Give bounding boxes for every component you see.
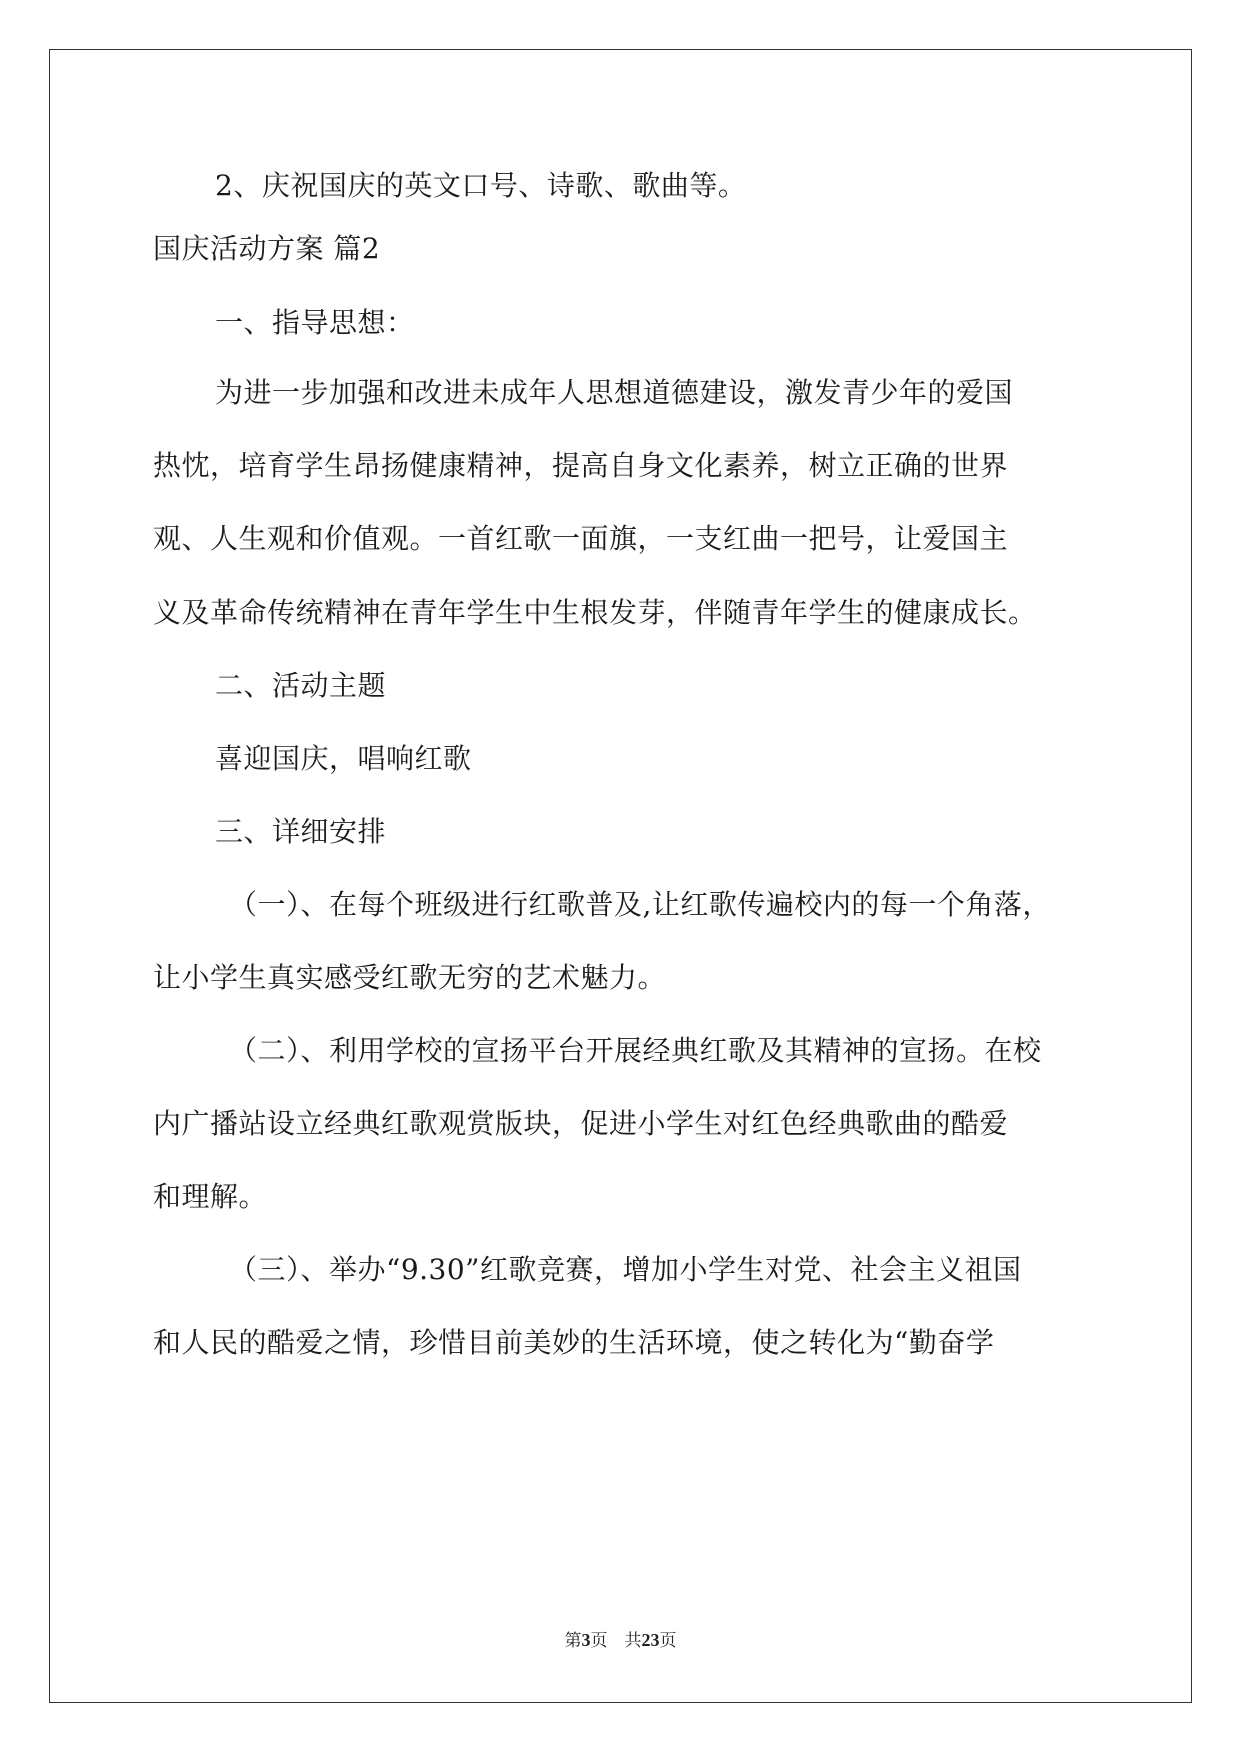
paragraph-line: （三）、举办“9.30”红歌竞赛，增加小学生对党、社会主义祖国 <box>229 1253 1022 1286</box>
page-mid: 页 共 <box>590 1631 642 1651</box>
paragraph-line: （一）、在每个班级进行红歌普及,让红歌传遍校内的每一个角落， <box>229 888 1051 921</box>
page-number-footer <box>0 1626 1241 1651</box>
list-item-slogans: 2、庆祝国庆的英文口号、诗歌、歌曲等。 <box>215 169 747 202</box>
heading-activity-theme: 二、活动主题 <box>215 669 387 702</box>
paragraph-line: 和理解。 <box>153 1180 268 1213</box>
paragraph-line: 为进一步加强和改进未成年人思想道德建设，激发青少年的爱国 <box>215 376 1014 409</box>
paragraph-line: 热忱，培育学生昂扬健康精神，提高自身文化素养，树立正确的世界 <box>153 449 1009 482</box>
heading-guiding-ideology: 一、指导思想： <box>215 306 415 339</box>
page-total: 23 <box>641 1630 660 1650</box>
paragraph-line: 让小学生真实感受红歌无穷的艺术魅力。 <box>153 961 667 994</box>
paragraph-line: （二）、利用学校的宣扬平台开展经典红歌及其精神的宣扬。在校 <box>229 1034 1042 1067</box>
page-current: 3 <box>581 1630 591 1650</box>
paragraph-line: 义及革命传统精神在青年学生中生根发芽，伴随青年学生的健康成长。 <box>153 596 1037 629</box>
section-title: 国庆活动方案 篇2 <box>153 232 381 265</box>
paragraph-line: 内广播站设立经典红歌观赏版块，促进小学生对红色经典歌曲的酷爱 <box>153 1107 1009 1140</box>
page-suffix: 页 <box>659 1631 677 1651</box>
theme-text: 喜迎国庆，唱响红歌 <box>215 742 472 775</box>
paragraph-line: 和人民的酷爱之情，珍惜目前美妙的生活环境，使之转化为“勤奋学 <box>153 1326 995 1359</box>
page-border <box>49 49 1192 1703</box>
page-prefix: 第 <box>564 1631 582 1651</box>
heading-detailed-arrangement: 三、详细安排 <box>215 815 387 848</box>
paragraph-line: 观、人生观和价值观。一首红歌一面旗，一支红曲一把号，让爱国主 <box>153 522 1009 555</box>
